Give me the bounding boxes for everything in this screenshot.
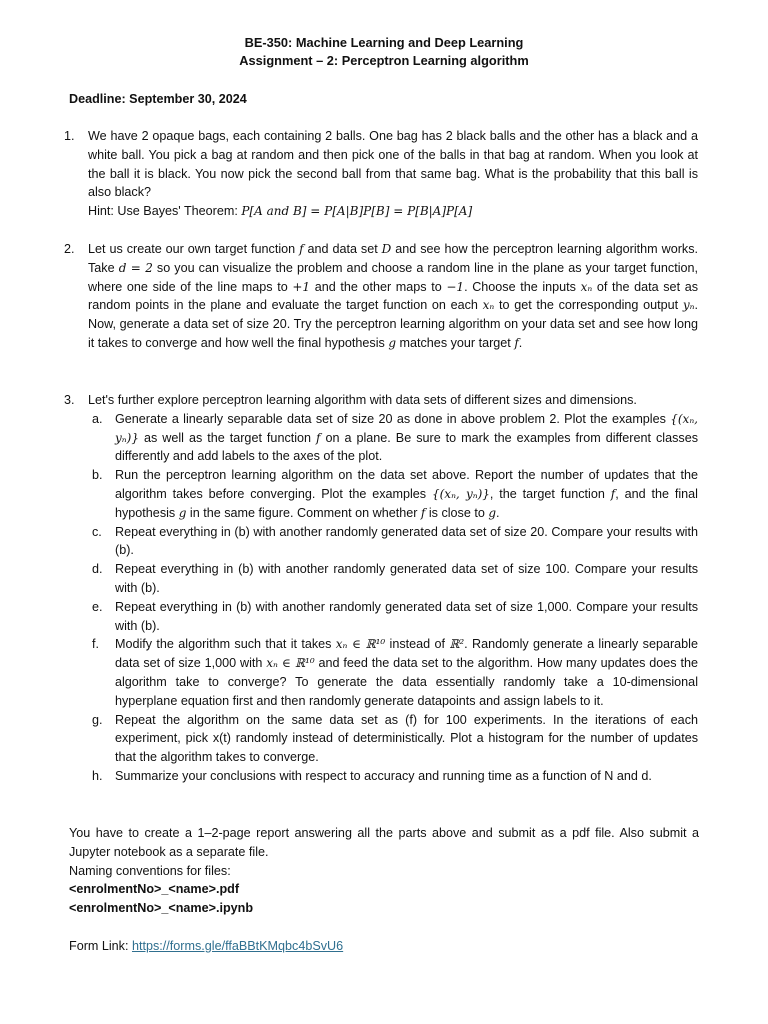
subitem-a [88, 410, 698, 466]
math-expression: xₙ ∈ ℝ¹⁰ [266, 656, 315, 671]
math-expression: f [514, 335, 519, 350]
text-segment: , the target function [489, 486, 611, 501]
subitem-d [88, 560, 698, 598]
submission-instructions: You have to create a 1–2-page report answering all the parts above and submit as a pdf file. Also submit a Jupyter notebook as a separate file. [69, 826, 699, 859]
subitem-h [88, 767, 698, 786]
math-expression: D [381, 242, 392, 256]
subitem-text [115, 410, 698, 466]
math-expression: xₙ ∈ ℝ¹⁰ [335, 637, 386, 652]
text-segment: Repeat everything in (b) with another randomly generated data set of size 100. Compare your results with (b). [115, 562, 698, 595]
text-segment: , and the final hypothesis [115, 486, 698, 520]
math-expression: g [488, 505, 497, 520]
text-segment: and the other maps to [310, 279, 447, 294]
deadline: Deadline: September 30, 2024 [69, 92, 247, 106]
text-segment: Run the perceptron learning algorithm on the data set above. Report the number of updates that the algorithm takes before converging. Plot the examples [115, 468, 698, 501]
text-segment: is close to [425, 505, 489, 520]
text-segment: instead of [385, 637, 450, 652]
text-segment: of the data set as random points in the plane and evaluate the target function on each [88, 279, 698, 313]
subitem-letter: f. [92, 637, 99, 652]
text-segment: Modify the algorithm such that it takes [115, 637, 336, 652]
question-number: 2. [64, 242, 75, 256]
pdf-filename: <enrolmentNo>_<name>.pdf [69, 882, 240, 897]
math-expression: {(xₙ, yₙ)} [115, 411, 698, 445]
question-text [88, 127, 698, 221]
text-segment: Let us create our own target function [88, 242, 300, 256]
math-expression: g [388, 335, 397, 350]
subitem-g [88, 711, 698, 767]
text-segment: as well as the target function [138, 430, 317, 445]
subitem-letter: h. [92, 768, 103, 783]
form-link[interactable]: https://forms.gle/ffaBBtKMqbc4bSvU6 [131, 938, 344, 953]
subitem-letter: e. [92, 599, 103, 614]
subitem-b [88, 466, 698, 522]
text-segment: . Randomly generate a linearly separable data set of size 1,000 with [115, 637, 698, 671]
subitem-letter: c. [92, 524, 102, 539]
math-expression: +1 [292, 279, 311, 294]
naming-label: Naming conventions for files: [69, 863, 231, 878]
math-expression: xₙ [482, 298, 495, 313]
subitem-c [88, 523, 698, 561]
question-number: 3. [64, 393, 75, 407]
subitem-letter: g. [92, 712, 103, 727]
text-segment: . Now, generate a data set of size 20. Try the perceptron learning algorithm on your data set and see how long it takes to converge and how well the final hypothesis [88, 298, 698, 350]
text-segment: Hint: Use Bayes' Theorem: [88, 204, 242, 219]
question-1 [64, 127, 698, 221]
subitem-text [115, 466, 698, 522]
math-expression: yₙ [682, 298, 695, 313]
math-expression: f [420, 505, 426, 520]
text-segment: Repeat the algorithm on the same data set as (f) for 100 experiments. In the iterations of each experiment, pick x(t) randomly instead of deterministically. Plot a histogram for the number of updates that the algorithm takes to converge. [115, 712, 698, 765]
math-expression: g [178, 505, 187, 520]
ipynb-filename: <enrolmentNo>_<name>.ipynb [69, 901, 254, 916]
subitem-list [64, 410, 698, 786]
text-segment: Repeat everything in (b) with another randomly generated data set of size 20. Compare your results with (b). [115, 524, 698, 558]
text-segment: and feed the data set to the algorithm. How many updates does the algorithm take to converge? To generate the data essentially randomly take a 10-dimensional hyperplane equation first and then randomly generate datapoints and assign labels to it. [115, 656, 698, 708]
question-3 [64, 391, 698, 786]
text-segment: matches your target [396, 335, 515, 350]
math-expression: f [316, 430, 321, 445]
text-segment: . [518, 335, 523, 350]
math-expression: d = 2 [118, 260, 153, 275]
text-segment: Generate a linearly separable data set of size 20 as done in above problem 2. Plot the examples [115, 411, 671, 426]
text-segment: in the same figure. Comment on whether [186, 505, 421, 520]
math-expression: ℝ² [449, 637, 465, 652]
text-segment: so you can visualize the problem and choose a random line in the plane as your target function, where one side of the line maps to [88, 260, 699, 294]
form-link-row [69, 937, 699, 956]
math-expression: f [299, 242, 304, 256]
math-expression: P[A and B] = P[A|B]P[B] = P[B|A]P[A] [241, 204, 473, 219]
subitem-text [115, 635, 698, 710]
text-segment: Repeat everything in (b) with another randomly generated data set of size 1,000. Compare your results with (b). [115, 599, 698, 633]
text-segment: to get the corresponding output [494, 298, 683, 313]
text-segment: Let's further explore perceptron learning algorithm with data sets of different sizes and dimensions. [88, 393, 637, 407]
subitem-e [88, 598, 698, 636]
text-segment: and see how the perceptron learning algorithm works. Take [88, 242, 698, 275]
question-text [88, 391, 698, 410]
text-segment: . [496, 505, 500, 520]
subitem-letter: a. [92, 411, 103, 426]
math-expression: xₙ [580, 279, 593, 294]
subitem-text [115, 598, 698, 636]
question-number: 1. [64, 129, 75, 143]
subitem-letter: b. [92, 468, 103, 483]
text-segment: and data set [303, 242, 382, 256]
assignment-title: Assignment – 2: Perceptron Learning algorithm [239, 53, 529, 68]
form-link-label: Form Link: [69, 938, 132, 953]
math-expression: {(xₙ, yₙ)} [431, 486, 490, 501]
subitem-text [115, 560, 698, 598]
footer [69, 824, 699, 956]
text-segment: . Choose the inputs [464, 279, 581, 294]
course-title: BE-350: Machine Learning and Deep Learning [244, 35, 524, 50]
subitem-text [115, 767, 698, 786]
subitem-letter: d. [92, 562, 103, 577]
subitem-text [115, 711, 698, 767]
question-text [88, 240, 698, 353]
text-segment: on a plane. Be sure to mark the examples from different classes differently and add labels to the axes of the plot. [115, 430, 698, 464]
math-expression: −1 [446, 279, 465, 294]
text-segment: We have 2 opaque bags, each containing 2 balls. One bag has 2 black balls and the other has a black and a white ball. You pick a bag at random and then pick one of the balls in that bag at random. When you look at the ball it is black. You now pick the second ball from that same bag. What is the probability that this ball is also black? [88, 129, 698, 200]
math-expression: f [610, 486, 616, 501]
text-segment: Summarize your conclusions with respect to accuracy and running time as a function of N and d. [115, 768, 652, 783]
subitem-f [88, 635, 698, 710]
subitem-text [115, 523, 698, 561]
question-2 [64, 240, 698, 353]
